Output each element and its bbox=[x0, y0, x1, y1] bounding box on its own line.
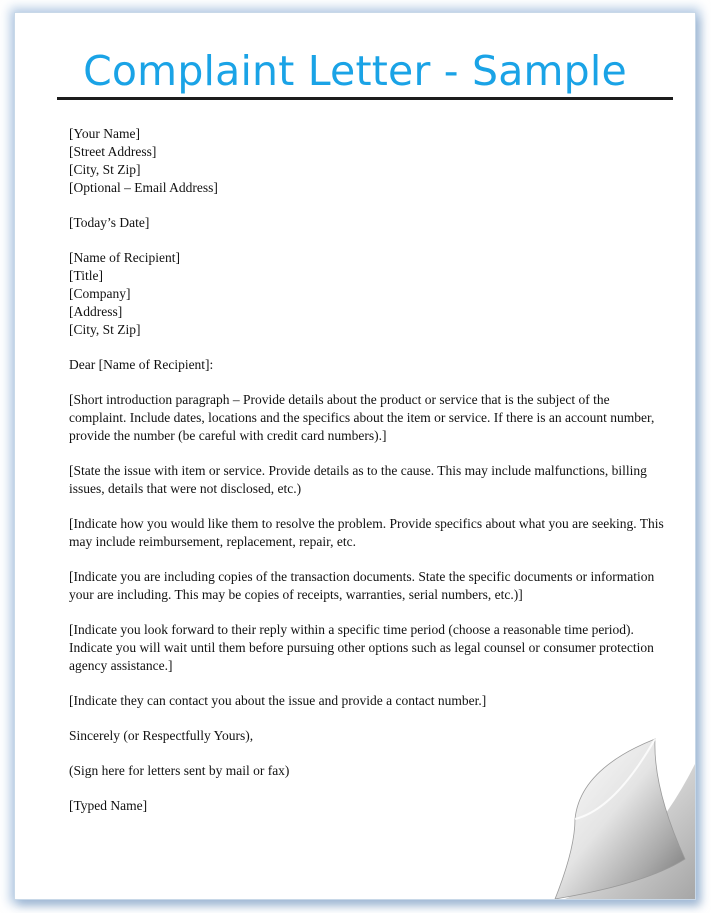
sender-name: [Your Name] bbox=[69, 126, 140, 141]
letter-page bbox=[14, 12, 696, 900]
paragraph-documents: [Indicate you are including copies of the transaction documents. State the specific documents or information your are including. This may be copies of receipts, warranties, serial numbers, etc.)] bbox=[69, 569, 655, 602]
page-title: Complaint Letter - Sample bbox=[83, 47, 627, 95]
typed-name: [Typed Name] bbox=[69, 798, 148, 813]
sender-email: [Optional – Email Address] bbox=[69, 180, 218, 195]
recipient-title: [Title] bbox=[69, 268, 104, 283]
page-curl-icon bbox=[535, 709, 695, 899]
sender-street: [Street Address] bbox=[69, 144, 157, 159]
signature-note: (Sign here for letters sent by mail or fax) bbox=[69, 763, 290, 778]
title-divider bbox=[57, 97, 673, 100]
recipient-company: [Company] bbox=[69, 286, 131, 301]
recipient-name: [Name of Recipient] bbox=[69, 250, 180, 265]
salutation: Dear [Name of Recipient]: bbox=[69, 357, 214, 372]
recipient-city: [City, St Zip] bbox=[69, 322, 141, 337]
paragraph-introduction: [Short introduction paragraph – Provide details about the product or service that is the subject of the complaint. Include dates, locations and the specifics about the item or service. If there is an account number, provide the number (be careful with credit card numbers).] bbox=[69, 392, 655, 443]
paragraph-reply: [Indicate you look forward to their reply within a specific time period (choose a reasonable time period). Indicate you will wait until them before pursuing other options such as legal counsel or consumer protection agency assistance.] bbox=[69, 622, 654, 673]
closing: Sincerely (or Respectfully Yours), bbox=[69, 728, 254, 743]
letter-date: [Today’s Date] bbox=[69, 215, 150, 230]
recipient-address: [Address] bbox=[69, 304, 123, 319]
sender-city: [City, St Zip] bbox=[69, 162, 141, 177]
paragraph-contact: [Indicate they can contact you about the issue and provide a contact number.] bbox=[69, 693, 487, 708]
paragraph-issue: [State the issue with item or service. Provide details as to the cause. This may include malfunctions, billing issues, details that were not disclosed, etc.) bbox=[69, 463, 647, 496]
paragraph-resolution: [Indicate how you would like them to resolve the problem. Provide specifics about what you are seeking. This may include reimbursement, replacement, repair, etc. bbox=[69, 516, 664, 549]
